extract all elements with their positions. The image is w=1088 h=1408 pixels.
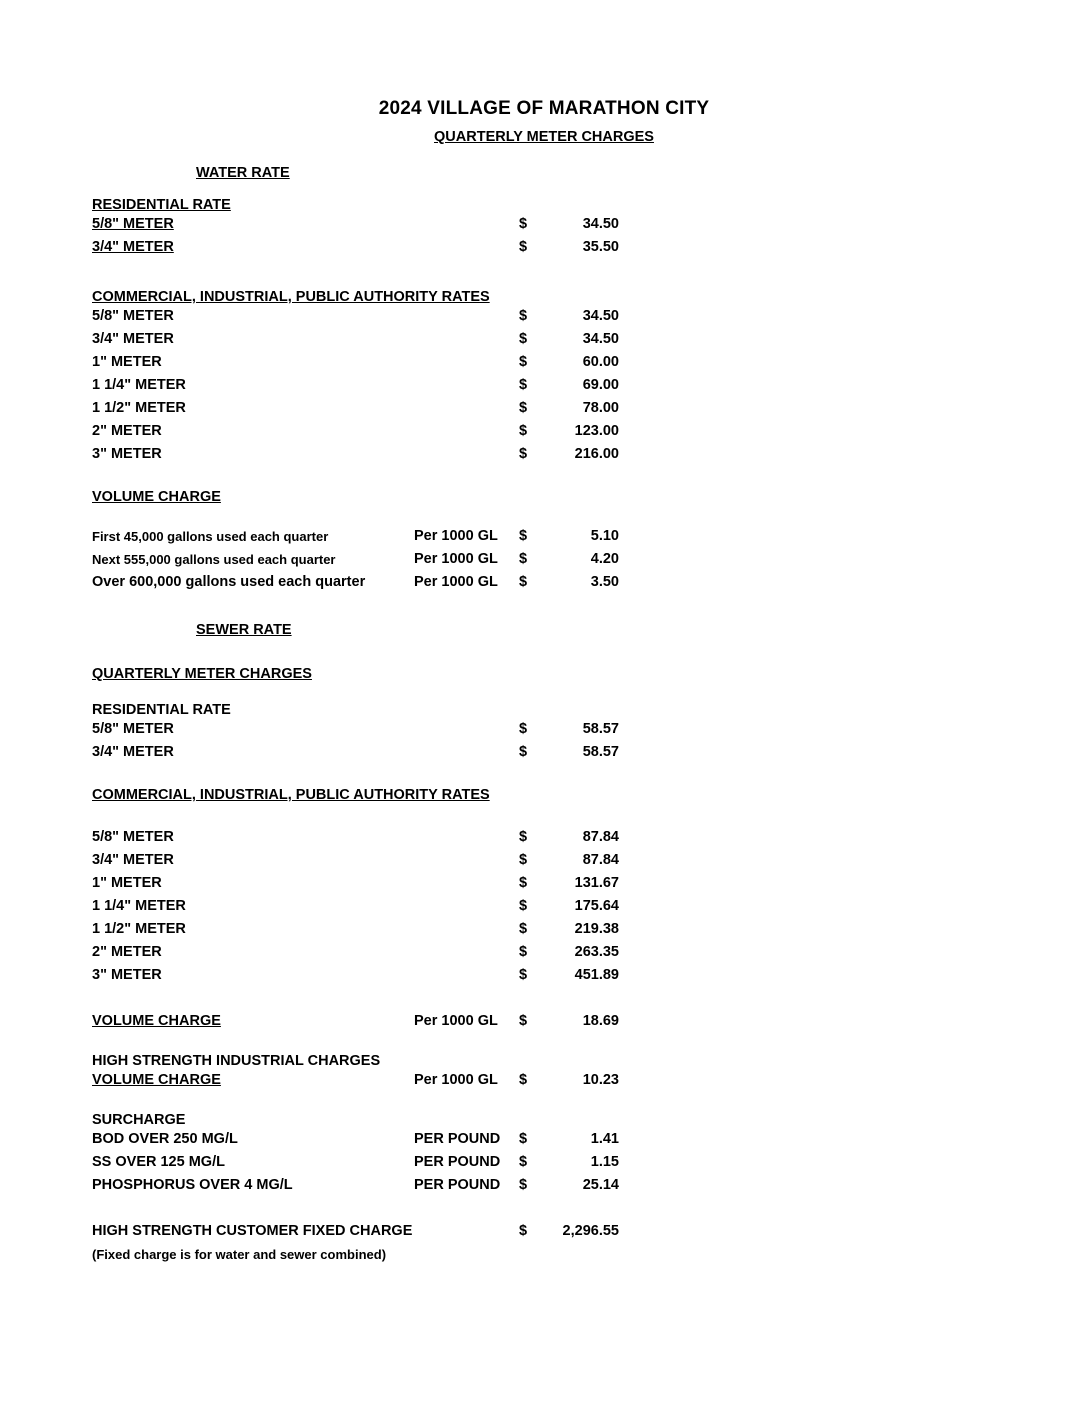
rate-unit [414, 941, 519, 964]
rate-label: 3/4" METER [92, 744, 174, 760]
page-title: 2024 VILLAGE OF MARATHON CITY [378, 98, 710, 119]
sewer-surcharge-block [0, 1112, 1088, 1197]
table-row [92, 918, 619, 941]
rate-label: 1" METER [92, 875, 162, 891]
fixed-charge-note: (Fixed charge is for water and sewer combined) [92, 1247, 387, 1262]
rate-label: 2" METER [92, 944, 162, 960]
currency-symbol: $ [519, 377, 528, 393]
rate-amount: 69.00 [582, 377, 619, 393]
rate-label: 2" METER [92, 423, 162, 439]
rate-amount: 34.50 [582, 308, 619, 324]
sewer-volume-block [0, 1010, 1088, 1033]
currency-symbol: $ [519, 239, 528, 255]
surcharge-table [92, 1128, 619, 1197]
table-row [92, 1128, 619, 1151]
rate-label: SS OVER 125 MG/L [92, 1154, 225, 1170]
table-row [92, 872, 619, 895]
rate-amount: 25.14 [582, 1177, 619, 1193]
rate-label: 3" METER [92, 446, 162, 462]
section-heading-water-rate: WATER RATE [196, 165, 290, 181]
currency-symbol: $ [519, 829, 528, 845]
water-commercial-table [92, 305, 619, 466]
rate-amount: 5.10 [590, 528, 619, 544]
rate-amount: 216.00 [574, 446, 619, 462]
rate-label: 1 1/2" METER [92, 400, 186, 416]
rate-label: VOLUME CHARGE [92, 1072, 221, 1088]
rate-unit: Per 1000 GL [414, 551, 498, 567]
rate-amount: 34.50 [582, 331, 619, 347]
rate-unit [414, 718, 519, 741]
rate-unit [414, 1220, 519, 1243]
rate-unit: Per 1000 GL [414, 528, 498, 544]
rate-unit: Per 1000 GL [414, 574, 498, 590]
table-row [92, 1220, 619, 1243]
rate-label: 5/8" METER [92, 308, 174, 324]
currency-symbol: $ [519, 446, 528, 462]
table-row [92, 849, 619, 872]
rate-unit [414, 397, 519, 420]
rate-unit [414, 443, 519, 466]
rate-label: 1" METER [92, 354, 162, 370]
sewer-residential-table [92, 718, 619, 764]
rate-amount: 58.57 [582, 721, 619, 737]
rate-label: BOD OVER 250 MG/L [92, 1131, 238, 1147]
table-row [92, 548, 619, 571]
rate-unit [414, 918, 519, 941]
rate-unit [414, 420, 519, 443]
rate-label: 3/4" METER [92, 239, 174, 255]
currency-symbol: $ [519, 921, 528, 937]
table-row [92, 213, 619, 236]
rate-amount: 131.67 [574, 875, 619, 891]
page-subtitle: QUARTERLY METER CHARGES [434, 129, 654, 145]
currency-symbol: $ [519, 400, 528, 416]
rate-label: 3" METER [92, 967, 162, 983]
table-row [92, 718, 619, 741]
currency-symbol: $ [519, 1013, 528, 1029]
currency-symbol: $ [519, 721, 528, 737]
table-row [92, 826, 619, 849]
surcharge-heading: SURCHARGE [92, 1112, 186, 1128]
rate-unit [414, 964, 519, 987]
rate-unit: PER POUND [414, 1177, 501, 1193]
sewer-quarterly-heading: QUARTERLY METER CHARGES [92, 666, 312, 682]
rate-unit [414, 741, 519, 764]
currency-symbol: $ [519, 967, 528, 983]
rate-amount: 34.50 [582, 216, 619, 232]
rate-amount: 78.00 [582, 400, 619, 416]
currency-symbol: $ [519, 528, 528, 544]
currency-symbol: $ [519, 875, 528, 891]
water-residential-table [92, 213, 619, 259]
rate-label: First 45,000 gallons used each quarter [92, 529, 329, 544]
sewer-residential-heading: RESIDENTIAL RATE [92, 702, 231, 718]
sewer-fixed-charge-block [0, 1220, 1088, 1262]
water-volume-table [92, 525, 619, 594]
currency-symbol: $ [519, 744, 528, 760]
table-row [92, 741, 619, 764]
water-volume-block [0, 489, 1088, 594]
currency-symbol: $ [519, 852, 528, 868]
currency-symbol: $ [519, 1223, 528, 1239]
section-heading-sewer-rate: SEWER RATE [196, 622, 292, 638]
high-strength-volume-table [92, 1069, 619, 1092]
rate-label: PHOSPHORUS OVER 4 MG/L [92, 1177, 293, 1193]
rate-unit [414, 374, 519, 397]
table-row [92, 525, 619, 548]
currency-symbol: $ [519, 1177, 528, 1193]
rate-unit [414, 872, 519, 895]
rate-amount: 1.41 [590, 1131, 619, 1147]
rate-amount: 219.38 [574, 921, 619, 937]
table-row [92, 941, 619, 964]
currency-symbol: $ [519, 423, 528, 439]
rate-unit [414, 895, 519, 918]
rate-amount: 4.20 [590, 551, 619, 567]
currency-symbol: $ [519, 216, 528, 232]
rate-label: 1 1/4" METER [92, 898, 186, 914]
rate-amount: 87.84 [582, 829, 619, 845]
rate-amount: 3.50 [590, 574, 619, 590]
sewer-residential-block [0, 702, 1088, 764]
rate-amount: 60.00 [582, 354, 619, 370]
sewer-quarterly-block [0, 666, 1088, 682]
rate-unit: PER POUND [414, 1131, 501, 1147]
table-row [92, 351, 619, 374]
table-row [92, 964, 619, 987]
rate-unit [414, 849, 519, 872]
water-residential-block [0, 197, 1088, 259]
table-row [92, 1174, 619, 1197]
rate-amount: 2,296.55 [562, 1223, 619, 1239]
rate-unit: Per 1000 GL [414, 1072, 498, 1088]
rate-amount: 175.64 [574, 898, 619, 914]
sewer-commercial-heading: COMMERCIAL, INDUSTRIAL, PUBLIC AUTHORITY RATES [92, 787, 490, 803]
sewer-high-strength-block [0, 1053, 1088, 1092]
table-row [92, 895, 619, 918]
rate-label: 5/8" METER [92, 721, 174, 737]
rate-unit [414, 826, 519, 849]
table-row [92, 1010, 619, 1033]
currency-symbol: $ [519, 1072, 528, 1088]
rate-amount: 58.57 [582, 744, 619, 760]
rate-amount: 123.00 [574, 423, 619, 439]
water-residential-heading: RESIDENTIAL RATE [92, 197, 231, 213]
rate-label: 5/8" METER [92, 216, 174, 232]
fixed-charge-table [92, 1220, 619, 1243]
table-row [92, 1069, 619, 1092]
rate-label: VOLUME CHARGE [92, 1013, 221, 1029]
water-commercial-block [0, 289, 1088, 466]
sewer-commercial-block [0, 787, 1088, 987]
rate-unit [414, 236, 519, 259]
table-row [92, 397, 619, 420]
rate-label: 5/8" METER [92, 829, 174, 845]
currency-symbol: $ [519, 331, 528, 347]
rate-amount: 87.84 [582, 852, 619, 868]
water-volume-heading: VOLUME CHARGE [92, 489, 221, 505]
rate-amount: 1.15 [590, 1154, 619, 1170]
table-row [92, 571, 619, 594]
currency-symbol: $ [519, 308, 528, 324]
rate-label: Next 555,000 gallons used each quarter [92, 552, 336, 567]
rate-amount: 35.50 [582, 239, 619, 255]
rate-label: 1 1/4" METER [92, 377, 186, 393]
rate-unit [414, 351, 519, 374]
rate-unit [414, 328, 519, 351]
table-row [92, 374, 619, 397]
currency-symbol: $ [519, 354, 528, 370]
currency-symbol: $ [519, 1154, 528, 1170]
rate-amount: 263.35 [574, 944, 619, 960]
currency-symbol: $ [519, 574, 528, 590]
rate-amount: 451.89 [574, 967, 619, 983]
table-row [92, 305, 619, 328]
currency-symbol: $ [519, 1131, 528, 1147]
currency-symbol: $ [519, 898, 528, 914]
table-row [92, 236, 619, 259]
rate-amount: 18.69 [582, 1013, 619, 1029]
rate-unit [414, 305, 519, 328]
rate-amount: 10.23 [582, 1072, 619, 1088]
table-row [92, 443, 619, 466]
rate-unit: Per 1000 GL [414, 1013, 498, 1029]
rate-label: 1 1/2" METER [92, 921, 186, 937]
rate-label: 3/4" METER [92, 331, 174, 347]
table-row [92, 1151, 619, 1174]
table-row [92, 328, 619, 351]
table-row [92, 420, 619, 443]
sewer-commercial-table [92, 826, 619, 987]
rate-unit: PER POUND [414, 1154, 501, 1170]
rate-label: Over 600,000 gallons used each quarter [92, 574, 366, 590]
water-commercial-heading: COMMERCIAL, INDUSTRIAL, PUBLIC AUTHORITY RATES [92, 289, 490, 305]
rate-label: HIGH STRENGTH CUSTOMER FIXED CHARGE [92, 1223, 413, 1239]
sewer-volume-table [92, 1010, 619, 1033]
high-strength-industrial-heading: HIGH STRENGTH INDUSTRIAL CHARGES [92, 1053, 381, 1069]
currency-symbol: $ [519, 944, 528, 960]
currency-symbol: $ [519, 551, 528, 567]
rate-label: 3/4" METER [92, 852, 174, 868]
rate-unit [414, 213, 519, 236]
